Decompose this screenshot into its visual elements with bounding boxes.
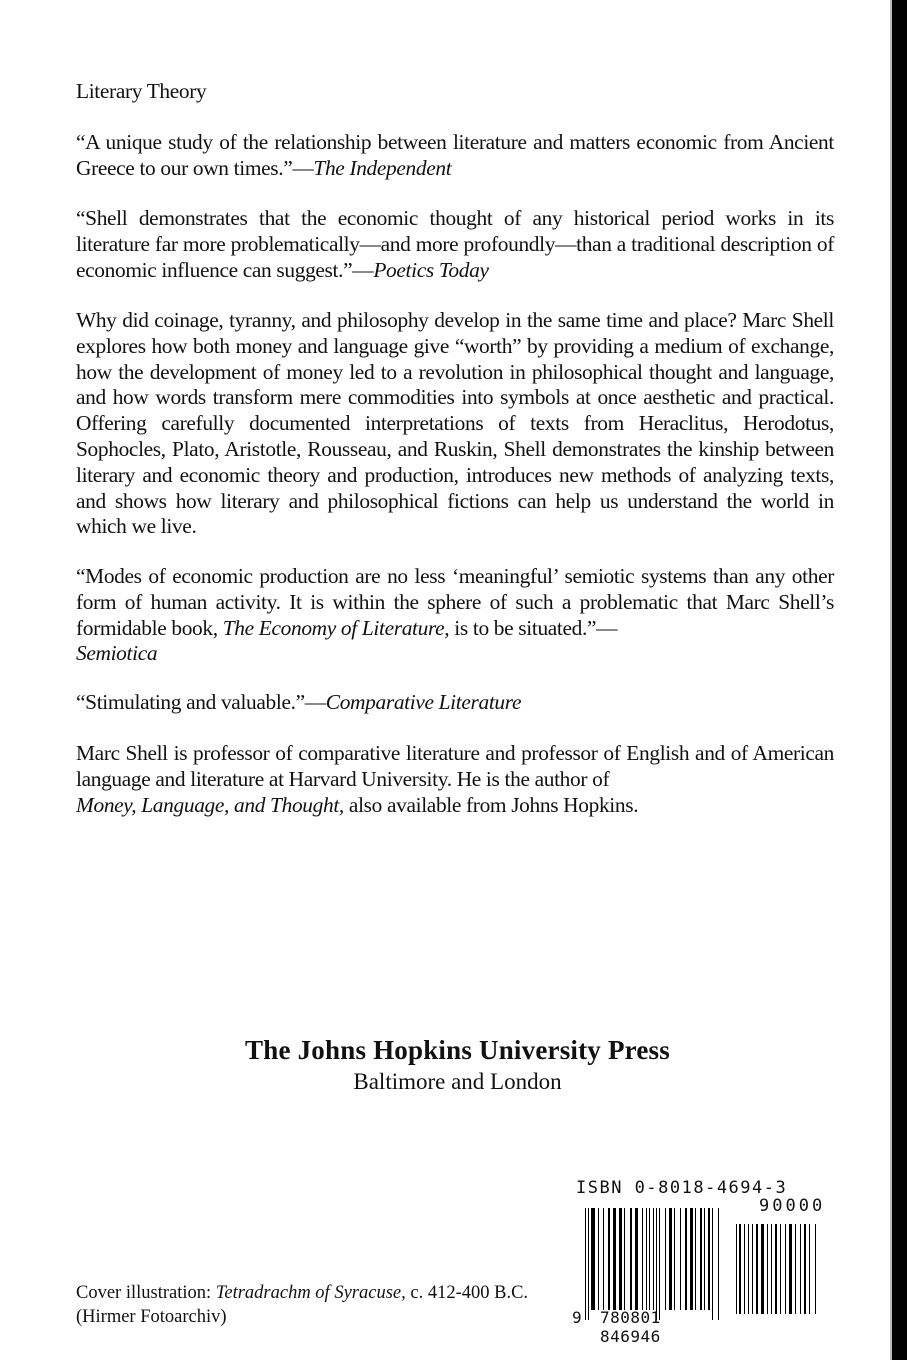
barcode-bar xyxy=(700,1208,702,1310)
barcode-bar xyxy=(585,1208,586,1320)
addon-bar xyxy=(800,1224,801,1314)
barcode-bar xyxy=(591,1208,595,1310)
addon-bar xyxy=(748,1224,749,1314)
quote-text: “Stimulating and valuable.”— xyxy=(76,690,326,714)
book-title: The Economy of Literature, xyxy=(222,615,450,640)
addon-bar xyxy=(761,1224,764,1314)
quote-source: The Independent xyxy=(313,155,452,180)
credit-prefix: Cover illustration: xyxy=(76,1283,216,1303)
barcode-bar xyxy=(690,1208,693,1310)
cover-credit xyxy=(76,1282,546,1329)
barcode-bar xyxy=(718,1208,719,1320)
barcode-bar xyxy=(685,1208,687,1310)
quote-source: Poetics Today xyxy=(373,257,489,282)
credit-title: Tetradrachm of Syracuse, xyxy=(215,1283,406,1303)
bio-text: also available from Johns Hopkins. xyxy=(343,792,639,817)
addon-bar xyxy=(789,1224,792,1314)
barcode-bar xyxy=(695,1208,696,1310)
addon-bar xyxy=(767,1224,768,1314)
addon-bar xyxy=(736,1224,737,1314)
barcode-bar xyxy=(646,1208,647,1310)
quote-text: “A unique study of the relationship between literature and matters economic from Ancient Greece to our own times.”— xyxy=(76,130,834,180)
barcode-bar xyxy=(656,1208,657,1320)
barcode-bar xyxy=(642,1208,643,1310)
quote-text: is to be situated.”— xyxy=(449,615,618,640)
barcode-bar xyxy=(659,1208,660,1320)
bio-text: Marc Shell is professor of comparative literature and professor of English and of American language and literature at Harvard University. He is the author of xyxy=(76,741,834,791)
category-label: Literary Theory xyxy=(76,79,207,103)
barcode-bar xyxy=(669,1208,672,1310)
barcode-bar xyxy=(588,1208,589,1320)
barcode-bar xyxy=(635,1208,638,1310)
barcode-bar xyxy=(608,1208,610,1310)
barcode-bar xyxy=(649,1208,650,1310)
publisher-place: Baltimore and London xyxy=(353,1069,562,1094)
review-quote xyxy=(76,206,834,283)
review-quote xyxy=(76,130,834,182)
addon-bar xyxy=(756,1224,758,1314)
quote-text: “Shell demonstrates that the economic thought of any historical period works in its literature far more problematically—and more profoundly—than a traditional description of economic influence can suggest.”— xyxy=(76,206,834,282)
addon-bar xyxy=(809,1224,810,1314)
addon-bar xyxy=(744,1224,745,1314)
addon-bar xyxy=(752,1224,753,1314)
barcode-bar xyxy=(680,1208,681,1310)
barcode-bar xyxy=(624,1208,625,1310)
barcode-bar xyxy=(653,1208,654,1310)
quote-source: Semiotica xyxy=(76,641,158,666)
review-quote xyxy=(76,564,834,667)
isbn-label: ISBN 0-8018-4694-3 xyxy=(576,1178,788,1198)
price-code: 90000 xyxy=(759,1196,826,1216)
addon-bar xyxy=(804,1224,806,1314)
quote-text: “Modes of economic production are no less ‘meaningful’ semiotic systems than any other form of human activity. It is within the sphere of such a problematic that Marc Shell’s formidable book, xyxy=(76,564,834,640)
publisher-block xyxy=(0,1033,907,1097)
addon-bar xyxy=(775,1224,777,1314)
addon-bar xyxy=(780,1224,781,1314)
addon-bar xyxy=(795,1224,796,1314)
ean-number: 780801 846946 xyxy=(600,1308,661,1346)
barcode-bar xyxy=(708,1208,710,1310)
ean-first-digit: 9 xyxy=(572,1308,582,1327)
barcode-bar xyxy=(712,1208,713,1320)
barcode-bar xyxy=(613,1208,616,1310)
barcode-bar xyxy=(665,1208,666,1310)
addon-bar xyxy=(739,1224,741,1314)
barcode-bar xyxy=(603,1208,604,1310)
barcode-bar xyxy=(704,1208,705,1310)
isbn-barcode xyxy=(572,1178,832,1346)
barcode-bar xyxy=(630,1208,632,1310)
book-description: Why did coinage, tyranny, and philosophy develop in the same time and place? Marc Shell explores how both money and language give “worth” by providing a medium of exchange, how the development of money led to a revolution in philosophical thought and language, and how words transform mere commodities into symbols at once aesthetic and practical. Offering carefully documented interpretations of texts from Heraclitus, Herodotus, Sophocles, Plato, Aristotle, Rousseau, and Ruskin, Shell demonstrates the kinship between literary and economic theory and production, introduces new methods of analyzing texts, and shows how literary and philosophical fictions can help us understand the world in which we live. xyxy=(76,308,834,539)
barcode-bar xyxy=(619,1208,622,1310)
addon-bar xyxy=(815,1224,816,1314)
barcode-bar xyxy=(674,1208,675,1310)
barcode-bar xyxy=(598,1208,599,1310)
addon-bar xyxy=(785,1224,786,1314)
addon-bar xyxy=(771,1224,772,1314)
author-bio xyxy=(76,741,834,818)
quote-source: Comparative Literature xyxy=(325,690,522,714)
review-quote xyxy=(76,690,834,716)
other-book-title: Money, Language, and Thought, xyxy=(76,792,344,817)
credit-suffix: c. 412-400 B.C. (Hirmer Fotoarchiv) xyxy=(76,1283,529,1327)
book-spine xyxy=(892,0,907,1360)
publisher-name: The Johns Hopkins University Press xyxy=(245,1035,670,1065)
